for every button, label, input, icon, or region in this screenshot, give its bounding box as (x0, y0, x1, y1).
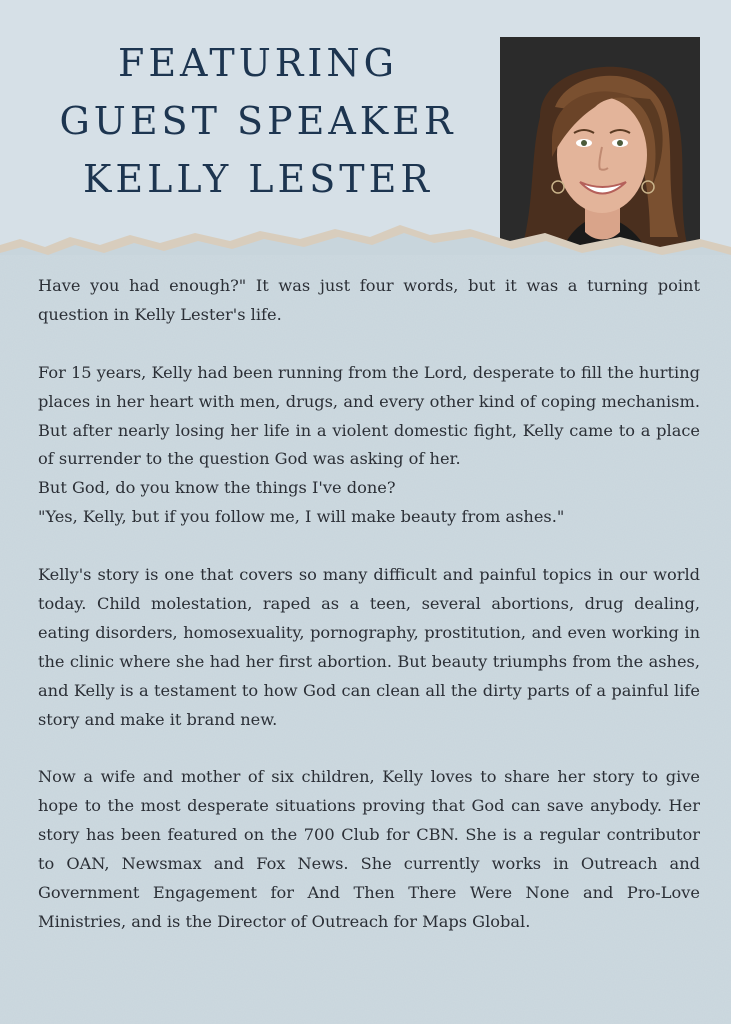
answer-line: "Yes, Kelly, but if you follow me, I will make beauty from ashes." (38, 507, 565, 527)
page-title (28, 34, 488, 208)
topics-paragraph: Kelly's story is one that covers so many difficult and painful topics in our world today. Child molestation, raped as a teen, several abortions, drug dealing, eating disorders, homosexuality, pornography, prostitution, and even working in the clinic where she had her first abortion. But beauty triumphs from the ashes, and Kelly is a testament to how God can clean all the dirty parts of a painful life story and make it brand new. (38, 565, 700, 729)
title-line-2: GUEST SPEAKER (59, 99, 457, 143)
speaker-portrait-image (500, 37, 700, 255)
title-line-1: FEATURING (117, 41, 399, 85)
bio-paragraph: Now a wife and mother of six children, Kelly loves to share her story to give hope to the most desperate situations proving that God can save anybody. Her story has been featured on the 700 Club for CBN. She is a regular contributor to OAN, Newsmax and Fox News. She currently works in Outreach and Government Engagement for And Then There Were None and Pro-Love Ministries, and is the Director of Outreach for Maps Global. (38, 767, 700, 931)
story-paragraph: For 15 years, Kelly had been running from the Lord, desperate to fill the hurting places in her heart with men, drugs, and every other kind of coping mechanism. But after nearly losing her life in a violent domestic fight, Kelly came to a place of surrender to the question God was asking of her. (38, 362, 700, 469)
title-line-3: KELLY LESTER (82, 157, 434, 201)
speaker-photo (500, 37, 700, 255)
body-text (38, 272, 700, 937)
intro-paragraph: Have you had enough?" It was just four words, but it was a turning point question in Kelly Lester's life. (38, 276, 700, 324)
question-line: But God, do you know the things I've done? (38, 478, 396, 498)
